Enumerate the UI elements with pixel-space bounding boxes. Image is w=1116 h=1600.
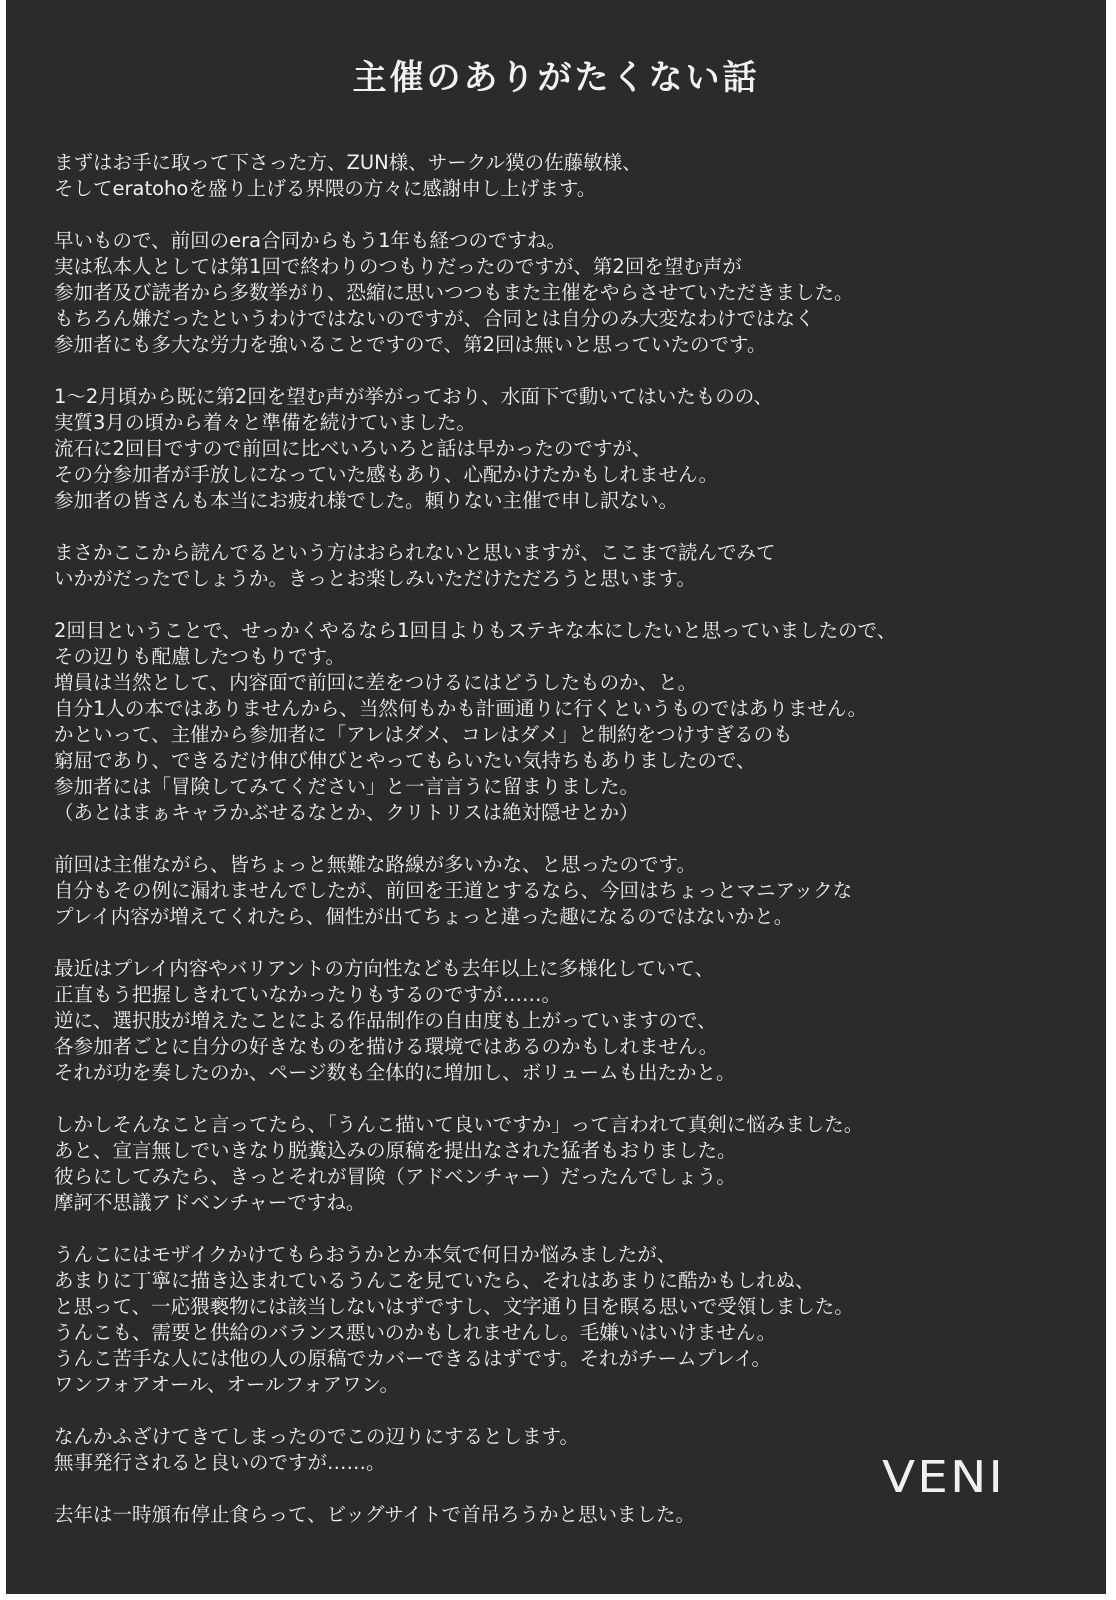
text-line: しかしそんなこと言ってたら、「うんこ描いて良いですか」って言われて真剣に悩みました。 [54, 1113, 864, 1136]
paragraph [54, 852, 1074, 930]
document-body [54, 150, 1074, 1554]
text-line: ワンフォアオール、オールフォアワン。 [54, 1373, 399, 1396]
text-line: 増員は当然として、内容面で前回に差をつけるにはどうしたものか、と。 [54, 671, 698, 694]
paragraph [54, 1502, 1074, 1528]
text-line: それが功を奏したのか、ページ数も全体的に増加し、ボリュームも出たかと。 [54, 1061, 736, 1084]
author-signature: VENI [882, 1452, 1005, 1503]
paragraph [54, 1242, 1074, 1398]
text-line: 逆に、選択肢が増えたことによる作品制作の自由度も上がっていますので、 [54, 1009, 717, 1032]
text-line: 彼らにしてみたら、きっとそれが冒険（アドベンチャー）だったんでしょう。 [54, 1165, 736, 1188]
text-line: まさかここから読んでるという方はおられないと思いますが、ここまで読んでみて [54, 541, 776, 564]
text-line: 参加者には「冒険してみてください」と一言言うに留まりました。 [54, 775, 640, 798]
text-line: うんこにはモザイクかけてもらおうかとか本気で何日か悩みましたが、 [54, 1243, 677, 1266]
paragraph [54, 1112, 1074, 1216]
text-line: 2回目ということで、せっかくやるなら1回目よりもステキな本にしたいと思っていましたので、 [54, 619, 897, 642]
text-line: 実質3月の頃から着々と準備を続けていました。 [54, 411, 476, 434]
paragraph [54, 228, 1074, 358]
text-line: いかがだったでしょうか。きっとお楽しみいただけただろうと思います。 [54, 567, 696, 590]
paragraph [54, 618, 1074, 826]
text-line: 窮屈であり、できるだけ伸び伸びとやってもらいたい気持ちもありましたので、 [54, 749, 756, 772]
paragraph [54, 384, 1074, 514]
text-line: もちろん嫌だったというわけではないのですが、合同とは自分のみ大変なわけではなく [54, 307, 815, 330]
text-line: 去年は一時頒布停止食らって、ビッグサイトで首吊ろうかと思いました。 [54, 1503, 695, 1526]
text-line: あと、宣言無しでいきなり脱糞込みの原稿を提出なされた猛者もおりました。 [54, 1139, 737, 1162]
text-line: 早いもので、前回のera合同からもう1年も経つのですね。 [54, 229, 566, 252]
text-line: そしてeratohoを盛り上げる界隈の方々に感謝申し上げます。 [54, 177, 597, 200]
document-page [6, 0, 1106, 1594]
text-line: 1～2月頃から既に第2回を望む声が挙がっており、水面下で動いてはいたものの、 [54, 385, 773, 408]
text-line: その辺りも配慮したつもりです。 [54, 645, 345, 668]
text-line: 前回は主催ながら、皆ちょっと無難な路線が多いかな、と思ったのです。 [54, 853, 696, 876]
text-line: と思って、一応猥褻物には該当しないはずですし、文字通り目を瞑る思いで受領しました。 [54, 1295, 854, 1318]
text-line: （あとはまぁキャラかぶせるなとか、クリトリスは絶対隠せとか） [54, 801, 639, 824]
text-line: その分参加者が手放しになっていた感もあり、心配かけたかもしれません。 [54, 463, 719, 486]
text-line: 自分1人の本ではありませんから、当然何もかも計画通りに行くというものではありません。 [54, 697, 868, 720]
paragraph [54, 540, 1074, 592]
text-line: 各参加者ごとに自分の好きなものを描ける環境ではあるのかもしれません。 [54, 1035, 719, 1058]
text-line: 摩訶不思議アドベンチャーですね。 [54, 1191, 366, 1214]
text-line: 流石に2回目ですので前回に比べいろいろと話は早かったのですが、 [54, 437, 652, 460]
text-line: まずはお手に取って下さった方、ZUN様、サークル獏の佐藤敏様、 [54, 151, 642, 174]
page-title: 主催のありがたくない話 [352, 58, 760, 98]
text-line: 正直もう把握しきれていなかったりもするのですが……。 [54, 983, 562, 1006]
text-line: プレイ内容が増えてくれたら、個性が出てちょっと違った趣になるのではないかと。 [54, 905, 794, 928]
text-line: かといって、主催から参加者に「アレはダメ、コレはダメ」と制約をつけすぎるのも [54, 723, 793, 746]
text-line: 参加者にも多大な労力を強いることですので、第2回は無いと思っていたのです。 [54, 333, 767, 356]
text-line: 実は私本人としては第1回で終わりのつもりだったのですが、第2回を望む声が [54, 255, 742, 278]
text-line: 参加者の皆さんも本当にお疲れ様でした。頼りない主催で申し訳ない。 [54, 489, 679, 512]
text-line: あまりに丁寧に描き込まれているうんこを見ていたら、それはあまりに酷かもしれぬ、 [54, 1269, 815, 1292]
text-line: 参加者及び読者から多数挙がり、恐縮に思いつつもまた主催をやらさせていただきました。 [54, 281, 854, 304]
text-line: うんこも、需要と供給のバランス悪いのかもしれませんし。毛嫌いはいけません。 [54, 1321, 777, 1344]
paragraph [54, 956, 1074, 1086]
text-line: なんかふざけてきてしまったのでこの辺りにするとします。 [54, 1425, 579, 1448]
text-line: 自分もその例に漏れませんでしたが、前回を王道とするなら、今回はちょっとマニアックな [54, 879, 853, 902]
paragraph [54, 150, 1074, 202]
text-line: うんこ苦手な人には他の人の原稿でカバーできるはずです。それがチームプレイ。 [54, 1347, 772, 1370]
text-line: 無事発行されると良いのですが……。 [54, 1451, 386, 1474]
text-line: 最近はプレイ内容やバリアントの方向性なども去年以上に多様化していて、 [54, 957, 715, 980]
